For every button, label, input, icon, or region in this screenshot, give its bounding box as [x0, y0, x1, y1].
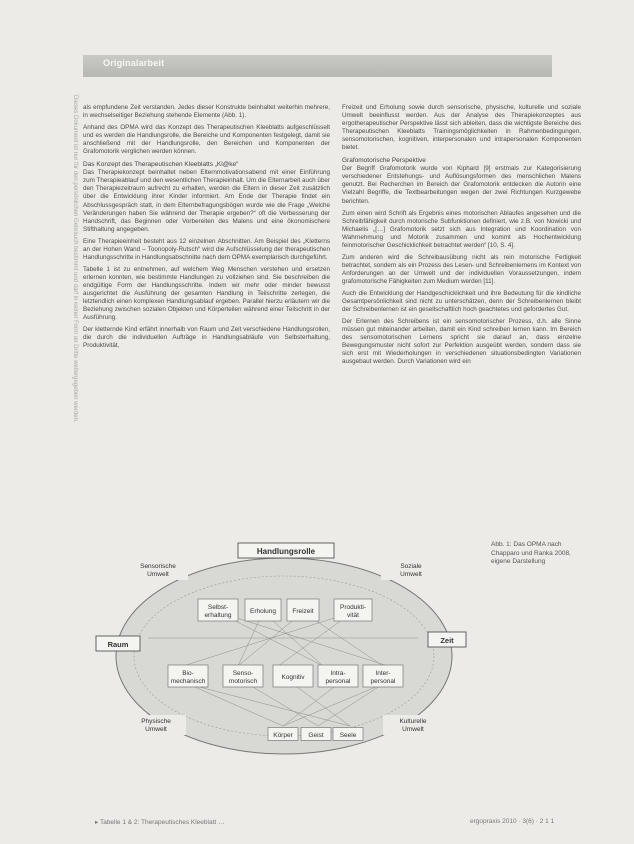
section-heading: Grafomotorische Perspektive: [342, 157, 426, 165]
core-element-box: [333, 728, 363, 741]
environment-bottom-right: Umwelt: [402, 726, 424, 733]
component-box-label: Bio-: [182, 669, 194, 677]
paragraph: Der Begriff Grafomotorik wurde von Kiphard [9] erstmals zur Kategorisierung verschiedener Entstehungs- und Auflösungsformen des menschlichen Malens genutzt. Bei Recherchen im Bereich der Grafomotorik entdecken die Autorin eine Vielzahl Begriffe, die Textbearbeitungen wegen der zwei Richtungen Kurzgewebe berichten.: [342, 165, 581, 205]
occupation-area-box: [198, 599, 238, 621]
raum-label: Raum: [107, 640, 129, 649]
component-box-label: Intra-: [330, 669, 346, 677]
component-box: [223, 665, 263, 687]
core-element-box: [301, 728, 331, 741]
core-element-box-label: Körper: [273, 731, 293, 739]
environment-top-right: Umwelt: [400, 571, 422, 578]
figure-caption: Abb. 1: Das OPMA nach Chapparo und Ranka 2008, eigene Darstellung: [491, 541, 571, 565]
core-elements: [268, 728, 363, 741]
footer-left: ▸ Tabelle 1 & 2: Therapeutisches Kleeblatt …: [95, 819, 225, 826]
section-heading: Das Konzept des Therapeutischen Kleeblatts „Kl@ke“: [83, 161, 239, 169]
paragraph: Der kletternde Kind erfährt innerhalb von Raum und Zeit verschiedene Handlungsrollen, die durch die individuellen Aufträge in Handlungsabläufe von Selbsterhaltung, Produktivität,: [83, 326, 330, 350]
occupation-area-box-label: vität: [347, 611, 359, 619]
section-tag: Originalarbeit: [103, 58, 165, 68]
environment-top-right: Soziale: [400, 563, 422, 570]
paragraph: Das Therapiekonzept beinhaltet neben Elternmotivationsabend mit einer Einführung zum Therapieablauf und den wesentlichen Therapieinhalt. Um die Elternarbeit auch über den Therapiezeitraum aufrecht zu erhalten, werden die Eltern in dieser Zeit zusätzlich über die Entwicklung ihrer Kinder informiert. Am Ende der Therapie findet ein Abschlussgespräch statt, in dem Elternbefragungsbögen wurde wie die Frage „Welche Veränderungen haben Sie während der Therapie ergeben?“ oft die Verbesserung der Handschrift, das Beginnen oder Vorbereiten des Malens und eine ökonomischere Stifthaltung angegeben.: [83, 169, 330, 233]
handlungsrolle-label: Handlungsrolle: [256, 547, 316, 556]
component-box-label: Kognitiv: [281, 673, 305, 681]
paragraph: Zum anderen wird die Schreibausübung nicht als rein motorische Fertigkeit betrachtet, sondern als ein Prozess des Lesen- und Schreibenlernens im Kontext von Anforderungen an der Umwelt und der individuellen Voraussetzungen, indem grafomotorische Fähigkeiten zum Medium werden [11].: [342, 253, 581, 285]
occupation-area-box-label: Erholung: [249, 607, 277, 615]
paragraph: Zum einen wird Schrift als Ergebnis eines motorischen Ablaufes angesehen und die Schreibfähigkeit durch motorische Subfunktionen definiert, wie z.B. von Nowicki und Michaelis „[…] Grafomotorik setzt sich aus Integration und Koordination von Wahrnehmung und Motorik zusammen und kommt als Hochentwicklung feinmotorischer Geschicklichkeit betrachtet werden“ [10, S. 4].: [342, 209, 581, 249]
component-box-label: Senso-: [232, 669, 254, 677]
raum-box: [96, 636, 140, 651]
occupation-area-box-label: Produkti-: [339, 603, 367, 611]
environment-top-left: Sensorische: [140, 563, 176, 570]
paragraph: Tabelle 1 ist zu entnehmen, auf welchem Weg Menschen verstehen und ersetzen erlernen konnten, wie bestimmte Handlungen zu vollziehen sind. Sie beschreiben die endgültige Form der Handlungsschritte. Indem wir mehr oder minder bewusst ausgerichtet die Ausführung der gesamten Handlung in Teilschritte zerlegen, die letztendlich einen komplexen Handlungsablauf ergeben. Parallel hierzu erläutern wir die Beziehung zwischen sozialen Objekten und Körperteilen während einer Teilschritt in der Ausführung.: [83, 265, 330, 322]
occupation-area-box: [245, 599, 281, 621]
component-box-label: personal: [370, 677, 396, 685]
component-box-label: personal: [325, 677, 351, 685]
occupation-area-box: [334, 599, 372, 621]
component-box: [318, 665, 358, 687]
core-element-box-label: Geist: [308, 731, 324, 739]
paragraph: Auch die Entwicklung der Handgeschicklichkeit und ihre Bedeutung für die kindliche Gesamtpersönlichkeit sind nicht zu unterschätzen, denn der Schreibenlernen bleibt der Schreibenlernen ist ein gesellschaftlich hoch geachtetes und gefordertes Gut.: [342, 289, 581, 314]
paragraph: Der Erlernen des Schreibens ist ein sensomotorischer Prozess, d.h. alle Sinne müssen gut miteinander arbeiten, damit ein Kind schreiben lernen kann. Im Bereich des sensomotorischen Lernens spricht sie darauf an, dass einzelne Bewegungsmuster nicht sofort zur Perfektion ausgeübt werden, sondern dass sie sich erst mit Wiederholungen in verschiedenen situationsbedingten Variationen ausgebaut werden. Durch Variationen wird ein: [342, 318, 581, 366]
core-element-box: [268, 728, 298, 741]
occupation-area-box-label: Freizeit: [292, 607, 314, 615]
occupation-area-box-label: Selbst-: [207, 603, 229, 611]
opma-figure: [88, 538, 480, 770]
paragraph: Freizeit und Erholung sowie durch sensorische, physische, kulturelle und soziale Umwelt beeinflusst werden. Aus der Analyse des Therapiekonzeptes aus ergotherapeutischer Perspektive lässt sich ableiten, dass die wichtigste Bereiche des Therapeutischen Kleeblatts Trainingsmöglichkeiten in Rahmenbedingungen, sensomotorischen, kognitiven, interpersonalen und intrapersonalen Komponenten bietet.: [342, 104, 581, 152]
paragraph: Eine Therapieeinheit besteht aus 12 einzelnen Abschnitten. Am Beispiel des „Kletterns an der Hohen Wand – Toonopoly-Rutsch“ wird die Aufschlüsselung der therapeutischen Handlungsschritte in Handlungsabschnitte nach dem OPMA exemplarisch durchgeführt.: [83, 237, 330, 261]
occupation-area-box-label: erhaltung: [204, 611, 232, 619]
component-box-label: mechanisch: [170, 677, 206, 685]
component-box-label: Inter-: [375, 669, 391, 677]
handlungsrolle-box: [238, 543, 334, 558]
environment-top-left: Umwelt: [147, 571, 169, 578]
paragraph: als empfundene Zeit verstanden. Jedes dieser Konstrukte beinhaltet weiterhin mehrere, in wechselseitiger Beziehung stehende Elemente (Abb. 1).: [83, 104, 330, 120]
paragraph: Anhand des OPMA wird das Konzept des Therapeutischen Kleeblatts aufgeschlüsselt und es werden die Handlungsrolle, die Bereiche und Komponenten festgelegt, damit sie anschließend mit der Handlungsrolle, den Bereichen und Komponenten der Grafomotorik verglichen werden können.: [83, 124, 330, 156]
environment-bottom-right: Kulturelle: [399, 718, 427, 725]
core-element-box-label: Seele: [339, 731, 357, 739]
occupation-area-box: [287, 599, 319, 621]
footer-right: ergopraxis 2010 · 3(6) · 2 1 1: [470, 818, 555, 825]
side-note: Dieses Dokument ist nur für den persönlichen Gebrauch bestimmt und darf in keiner Form an Dritte weitergegeben werden.: [72, 95, 78, 423]
environment-bottom-left: Physische: [141, 718, 171, 725]
opma-diagram: [88, 538, 480, 770]
zeit-label: Zeit: [440, 636, 454, 645]
performance-components: [168, 665, 403, 687]
environment-bottom-left: Umwelt: [145, 726, 167, 733]
zeit-box: [428, 632, 466, 647]
right-column: [342, 104, 581, 370]
component-box-label: motorisch: [228, 677, 258, 685]
component-box: [168, 665, 208, 687]
left-column: [83, 104, 330, 354]
component-box: [273, 665, 313, 687]
component-box: [363, 665, 403, 687]
